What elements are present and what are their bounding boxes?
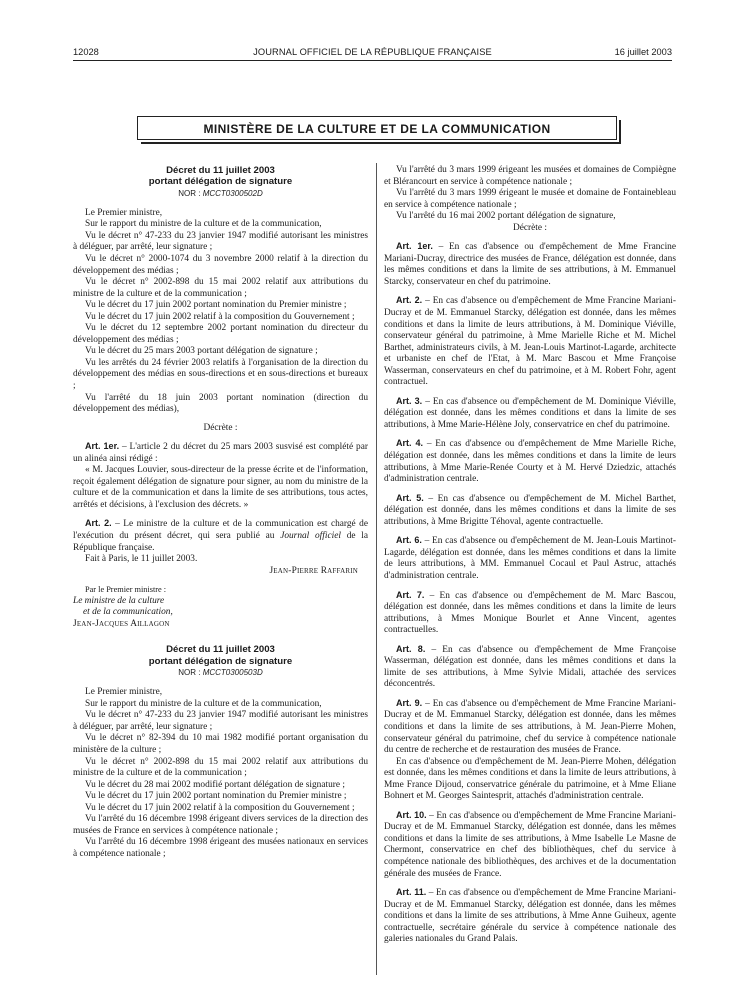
decree1-decrete: Décrète : <box>203 422 238 433</box>
decree1-nor-label: NOR : <box>178 188 203 198</box>
decree2-nor-label: NOR : <box>178 668 203 678</box>
decree1-art2-journal: Journal officiel <box>280 531 341 542</box>
decree1-art1-text: – L'article 2 du décret du 25 mars 2003 susvisé est complété par un alinéa ainsi rédigé : <box>73 442 368 464</box>
decree2-intro: Le Premier ministre, <box>85 687 163 698</box>
decree1-art2-text-b: de la République française. <box>73 531 368 553</box>
decree2-article-text: – En cas d'absence ou d'empêchement de Mme Marielle Riche, délégation est donnée, dans les mêmes conditions et dans la limite de leurs attributions, à Mme Marie-Renée Courty et à M. Hervé Dziedzic, attachés d'administration centrale. <box>384 439 676 485</box>
column-divider <box>376 163 377 975</box>
decree2-article-text: – En cas d'absence ou d'empêchement de Mme Francine Mariani-Ducray et de M. Emmanuel Starcky, délégation est donnée, dans les mêmes conditions et dans la limite de ses attributions, à M. Jean-Pierre Mohen, conservateur général du patrimoine, chef du service à compétence nationale du centre de recherche et de restauration des musées de France. <box>384 698 676 756</box>
decree2-visa: Vu le décret n° 2002-898 du 15 mai 2002 relatif aux attributions du ministre de la culture et de la communication ; <box>73 756 368 779</box>
decree2-article-label: Art. 11. <box>396 887 427 898</box>
decree2-article-label: Art. 7. <box>396 589 425 600</box>
decree1-visa: Vu le décret n° 2000-1074 du 3 novembre 2000 relatif à la direction du développement des médias ; <box>73 254 368 276</box>
decree2-visa: Vu le décret du 28 mai 2002 modifié portant délégation de signature ; <box>85 779 345 790</box>
decree2-article <box>384 438 676 485</box>
ministry-banner <box>137 116 617 140</box>
decree1-visa: Vu le décret du 25 mars 2003 portant délégation de signature ; <box>85 346 318 357</box>
decree1-visa: Sur le rapport du ministre de la culture et de la communication, <box>85 219 322 230</box>
decree-spacer <box>73 630 368 644</box>
decree2-visa: Vu l'arrêté du 16 décembre 1998 érigeant des musées nationaux en services à compétence nationale ; <box>73 837 368 859</box>
decree2-article-text: – En cas d'absence ou d'empêchement de Mme Francine Mariani-Ducray, directrice des musées de France, délégation est donnée, dans les mêmes conditions et dans la limite de ses attributions, à M. Emmanuel Starcky, conservateur en chef du patrimoine. <box>384 242 676 287</box>
decree2-article-text: – En cas d'absence ou d'empêchement de M. Jean-Louis Martinot-Lagarde, délégation est donnée, dans les mêmes conditions et dans la limite de leurs attributions, à MM. Emmanuel Cocaul et Paul Astruc, attachés d'administration centrale. <box>384 536 676 581</box>
decree2-article <box>384 698 676 757</box>
decree2-title-line2: portant délégation de signature <box>148 655 293 667</box>
decree2-visa: Vu le décret n° 47-233 du 23 janvier 1947 modifié autorisant les ministres à déléguer, par arrêté, leur signature ; <box>73 710 368 732</box>
decree1-minister-title-2: et de la communication, <box>83 607 173 618</box>
decree1-art1-label: Art. 1er. <box>85 441 120 452</box>
decree1-title-line2: portant délégation de signature <box>148 176 293 188</box>
decree1-done: Fait à Paris, le 11 juillet 2003. <box>85 554 198 565</box>
decree1-title-line1: Décret du 11 juillet 2003 <box>166 165 275 176</box>
decree2-article-label: Art. 4. <box>396 438 423 449</box>
decree1-signatory: Jean-Pierre Raffarin <box>269 565 358 576</box>
decree2-article-label: Art. 3. <box>396 395 423 406</box>
decree2-title-line1: Décret du 11 juillet 2003 <box>166 644 275 656</box>
decree2-article-label: Art. 8. <box>396 643 426 654</box>
decree1-minister-name: Jean-Jacques Aillagon <box>73 618 170 629</box>
issue-date: 16 juillet 2003 <box>614 47 672 57</box>
decree2-decrete: Décrète : <box>513 222 547 233</box>
decree2-article-text: – En cas d'absence ou d'empêchement de Mme Francine Mariani-Ducray et de M. Emmanuel Starcky, délégation est donnée, dans les mêmes conditions et dans la limite de ses attributions, à Mme Anne Guiheux, agente contractuelle, secrétaire générale du service à compétence nationale des galeries nationales du Grand Palais. <box>384 888 676 945</box>
decree2-visa: Vu le décret du 17 juin 2002 relatif à la composition du Gouvernement ; <box>85 802 355 813</box>
decree2-nor-code: MCCT0300503D <box>202 668 263 678</box>
decree2-article <box>384 590 676 637</box>
decree2-article <box>384 810 676 880</box>
decree1-visa: Vu le décret du 17 juin 2002 portant nomination du Premier ministre ; <box>85 300 347 311</box>
decree2-article-label: Art. 2. <box>396 295 423 306</box>
decree2-article-text: – En cas d'absence ou d'empêchement de Mme Francine Mariani-Ducray et de M. Emmanuel Starcky, délégation est donnée, dans les mêmes conditions et dans la limite de ses attributions, à Mme Isabelle Le Masne de Chermont, conservatrice en chef des bibliothèques, chef du service à compétence nationale des bibliothèques, des archives et de la documentation générale des musées de France. <box>384 810 676 879</box>
decree1-visa: Vu le décret du 17 juin 2002 relatif à la composition du Gouvernement ; <box>85 311 355 322</box>
decree2-visa: Vu l'arrêté du 16 mai 2002 portant délégation de signature, <box>396 211 616 222</box>
decree2-article-label: Art. 10. <box>396 809 427 820</box>
decree1-by-pm: Par le Premier ministre : <box>85 585 167 595</box>
decree1-minister-title-1: Le ministre de la culture <box>73 595 165 606</box>
decree1-art1-quote: « M. Jacques Louvier, sous-directeur de la presse écrite et de l'information, reçoit également délégation de signature pour signer, au nom du ministre de la culture et de la communication et dans la limite de ses attributions, tous actes, arrêtés et décisions, à l'exclusion des décrets. » <box>73 465 368 510</box>
left-column <box>73 165 368 860</box>
decree1-visa: Vu le décret du 12 septembre 2002 portant nomination du directeur du développement des médias ; <box>73 323 368 345</box>
journal-title: JOURNAL OFFICIEL DE LA RÉPUBLIQUE FRANÇAISE <box>253 47 492 57</box>
decree2-article <box>384 887 676 946</box>
decree2-article-label: Art. 5. <box>396 492 424 503</box>
decree2-article-text: – En cas d'absence ou d'empêchement de Mme Françoise Wasserman, délégation est donnée, dans les mêmes conditions et dans la limite de ses attributions, à Mme Sylvie Midali, attachée des services déconcentrés. <box>384 644 676 690</box>
decree1-art1 <box>73 441 368 465</box>
decree2-article <box>384 396 676 432</box>
decree2-art9-continuation: En cas d'absence ou d'empêchement de M. Jean-Pierre Mohen, délégation est donnée, dans les mêmes conditions et dans la limite de leurs attributions, à Mme France Dijoud, conservatrice générale du patrimoine, et à Mme Eliane Bohnert et M. Georges Saintesprit, attachés d'administration centrale. <box>384 756 676 802</box>
decree2-visa: Vu l'arrêté du 3 mars 1999 érigeant le musée et domaine de Fontainebleau en service à compétence nationale ; <box>384 188 676 210</box>
decree2-visa: Vu le décret n° 82-394 du 10 mai 1982 modifié portant organisation du ministère de la culture ; <box>73 733 368 755</box>
decree2-article <box>384 295 676 388</box>
decree1-visa: Vu les arrêtés du 24 février 2003 relatifs à l'organisation de la direction du développement des médias en sous-directions et en sous-directions et bureaux ; <box>73 357 368 392</box>
right-column <box>384 165 676 946</box>
decree2-article-text: – En cas d'absence ou d'empêchement de Mme Francine Mariani-Ducray et de M. Emmanuel Starcky, délégation est donnée, dans les mêmes conditions et dans la limite de leurs attributions, à M. Dominique Viéville, conservateur général du patrimoine, à Mme Marielle Riche et M. Michel Barthet, administrateurs civils, à M. Jean-Louis Martinot-Lagarde, architecte et urbaniste en chef de l'Etat, à M. Marc Bascou et Mme Françoise Wasserman, conservateurs en chef du patrimoine, et à M. Robert Fohr, agent contractuel. <box>384 296 676 388</box>
decree2-article <box>384 493 676 529</box>
decree1-intro: Le Premier ministre, <box>85 207 163 218</box>
decree2-article <box>384 644 676 691</box>
page-number: 12028 <box>73 47 99 57</box>
ministry-title: MINISTÈRE DE LA CULTURE ET DE LA COMMUNICATION <box>203 122 551 136</box>
decree1-nor <box>73 188 368 200</box>
decree2-nor <box>73 667 368 679</box>
decree1-art2-text-a: – Le ministre de la culture et de la communication est chargé de l'exécution du présent décret, qui sera publié au <box>73 519 368 542</box>
decree2-article-text: – En cas d'absence ou d'empêchement de M. Dominique Viéville, délégation est donnée, dans les mêmes conditions et dans la limite de ses attributions, à Mme Marie-Hélène Joly, conservatrice en chef du patrimoine. <box>384 396 676 430</box>
decree2-article-text: – En cas d'absence ou d'empêchement de M. Marc Bascou, délégation est donnée, dans les mêmes conditions et dans la limite de leurs attributions, à Mmes Monique Bourlet et Anne Vincent, agentes contractuelles. <box>384 590 676 636</box>
decree1-visa: Vu le décret n° 47-233 du 23 janvier 1947 modifié autorisant les ministres à déléguer, par arrêté, leur signature ; <box>73 230 368 253</box>
header-rule <box>73 60 672 61</box>
decree2-article <box>384 241 676 288</box>
decree2-visa: Sur le rapport du ministre de la culture et de la communication, <box>85 698 322 709</box>
decree2-visa: Vu l'arrêté du 16 décembre 1998 érigeant divers services de la direction des musées de France en services à compétence nationale ; <box>73 814 368 836</box>
decree2-article-text: – En cas d'absence ou d'empêchement de M. Michel Barthet, délégation est donnée, dans les mêmes conditions et dans la limite de ses attributions, à Mme Brigitte Téhoval, agente contractuelle. <box>384 493 676 527</box>
decree1-nor-code: MCCT0300502D <box>202 188 263 198</box>
decree2-visa: Vu le décret du 17 juin 2002 portant nomination du Premier ministre ; <box>85 791 347 802</box>
decree2-article-label: Art. 1er. <box>396 241 433 252</box>
decree1-art2-label: Art. 2. <box>85 518 112 529</box>
decree1-visa: Vu l'arrêté du 18 juin 2003 portant nomination (direction du développement des médias), <box>73 392 368 415</box>
decree2-visa: Vu l'arrêté du 3 mars 1999 érigeant les musées et domaines de Compiègne et Blérancourt en service à compétence nationale ; <box>384 165 676 187</box>
decree1-art2 <box>73 518 368 554</box>
decree2-article <box>384 535 676 582</box>
decree1-visa: Vu le décret n° 2002-898 du 15 mai 2002 relatif aux attributions du ministre de la culture et de la communication ; <box>73 277 368 299</box>
decree2-article-label: Art. 9. <box>396 697 423 708</box>
decree2-article-label: Art. 6. <box>396 535 422 546</box>
